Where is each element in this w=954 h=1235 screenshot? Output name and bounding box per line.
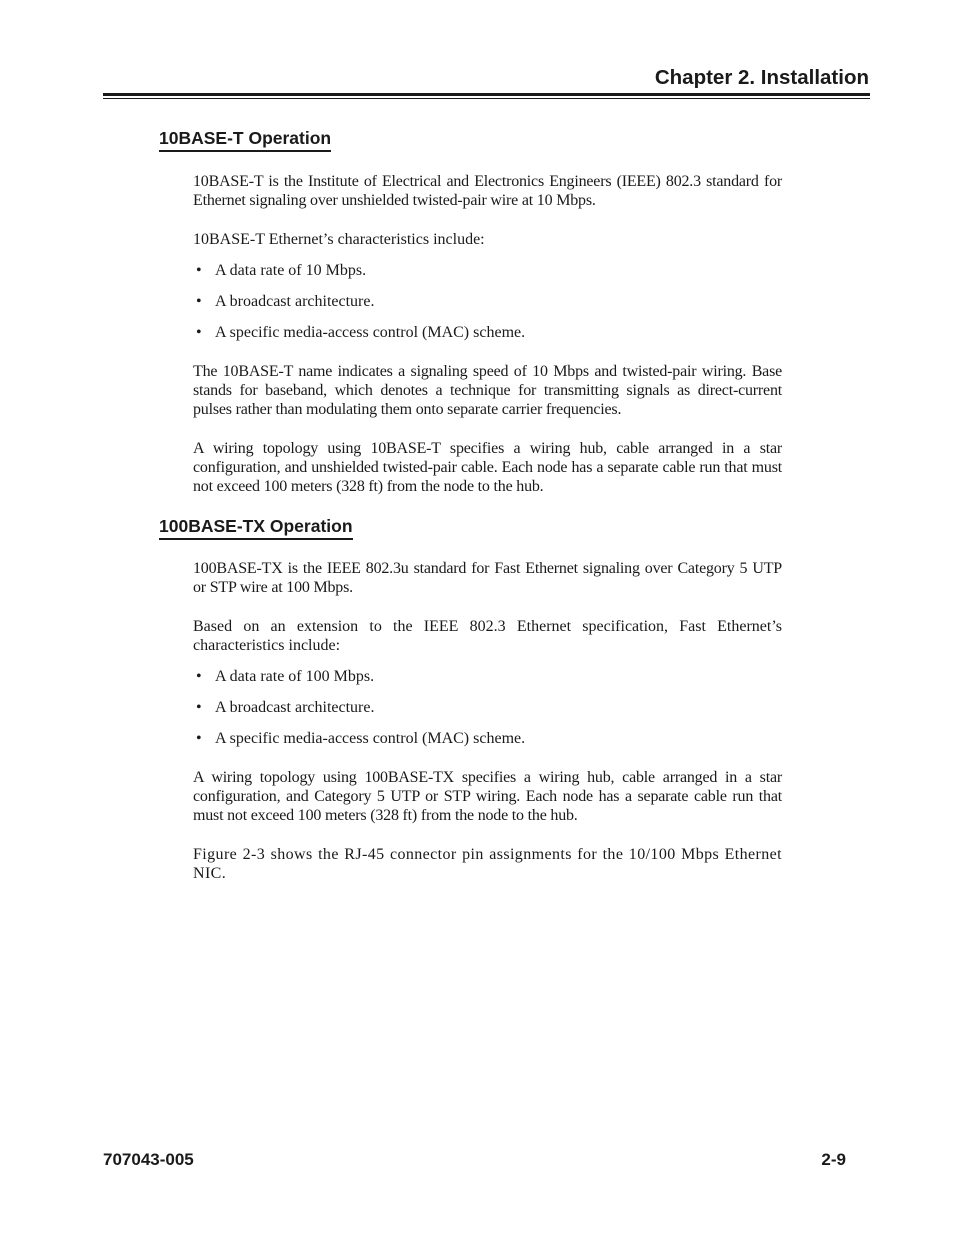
bullet-icon: •: [196, 262, 202, 279]
chapter-title: Chapter 2. Installation: [654, 66, 869, 89]
page-number: 2-9: [821, 1150, 846, 1169]
paragraph-10base-t-characteristics-intro: 10BASE-T Ethernet’s characteristics include:: [193, 231, 485, 248]
paragraph-100base-tx-definition: 100BASE-TX is the IEEE 802.3u standard for Fast Ethernet signaling over Category 5 UTP or STP wire at 100 Mbps.: [193, 560, 782, 596]
bullet-icon: •: [196, 730, 202, 747]
header-rule-thick: [103, 93, 870, 96]
bullet-icon: •: [196, 668, 202, 685]
paragraph-10base-t-definition: 10BASE-T is the Institute of Electrical and Electronics Engineers (IEEE) 802.3 standard for Ethernet signaling over unshielded twisted-pair wire at 10 Mbps.: [193, 173, 782, 209]
paragraph-100base-tx-characteristics-intro: Based on an extension to the IEEE 802.3 Ethernet specification, Fast Ethernet’s characteristics include:: [193, 618, 782, 654]
section-heading-100base-tx: 100BASE-TX Operation: [159, 516, 353, 540]
section-heading-10base-t: 10BASE-T Operation: [159, 128, 331, 152]
paragraph-figure-reference: Figure 2-3 shows the RJ-45 connector pin assignments for the 10/100 Mbps Ethernet NIC.: [193, 846, 782, 882]
header-rule-thin: [103, 98, 870, 99]
paragraph-100base-tx-topology: A wiring topology using 100BASE-TX specifies a wiring hub, cable arranged in a star configuration, and Category 5 UTP or STP wiring. Each node has a separate cable run that must not exceed 100 meters (328 ft) from the node to the hub.: [193, 769, 782, 824]
bullet-icon: •: [196, 324, 202, 341]
document-number: 707043-005: [103, 1150, 194, 1169]
paragraph-10base-t-name: The 10BASE-T name indicates a signaling speed of 10 Mbps and twisted-pair wiring. Base stands for baseband, which denotes a technique for transmitting signals as direct-current pulses rather than modulating them onto separate carrier frequencies.: [193, 363, 782, 418]
bullet-icon: •: [196, 699, 202, 716]
bullet-icon: •: [196, 293, 202, 310]
paragraph-10base-t-topology: A wiring topology using 10BASE-T specifies a wiring hub, cable arranged in a star configuration, and unshielded twisted-pair cable. Each node has a separate cable run that must not exceed 100 meters (328 ft) from the node to the hub.: [193, 440, 782, 495]
